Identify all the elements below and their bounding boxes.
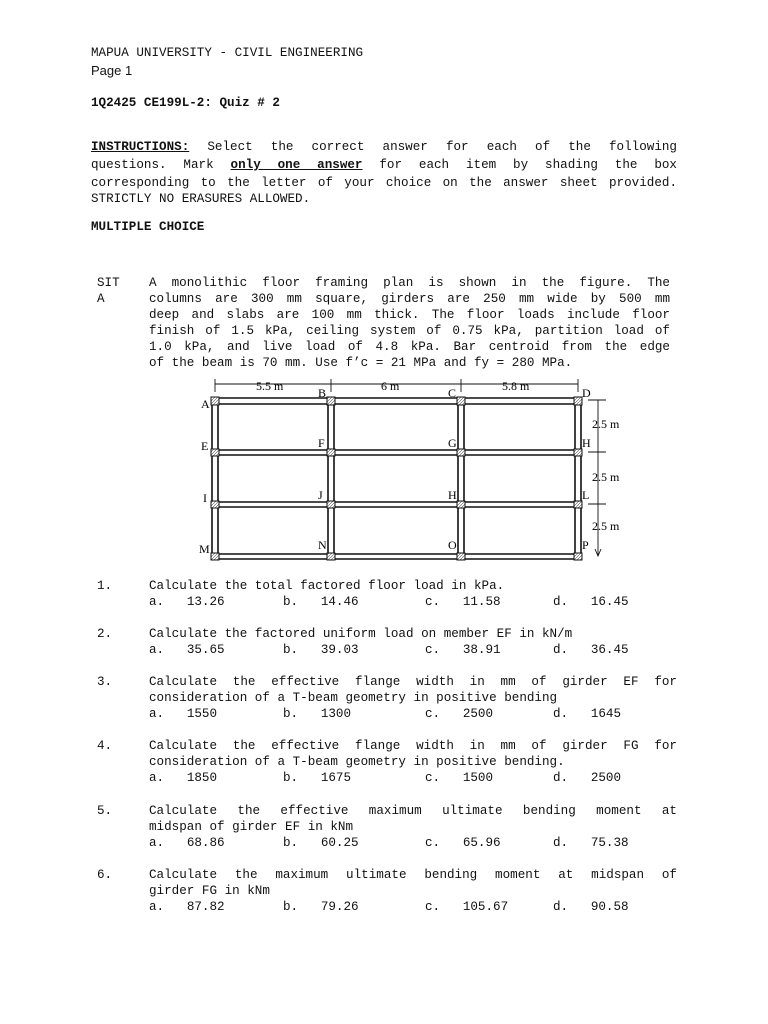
option-letter: d. <box>553 595 569 609</box>
option-value: 65.96 <box>462 836 501 850</box>
option-value: 1675 <box>320 771 352 785</box>
option-value: 1300 <box>320 707 352 721</box>
option-d[interactable] <box>553 835 629 851</box>
option-c[interactable] <box>425 642 501 658</box>
situation-line: deep and slabs are 100 mm thick. The floor loads include floor <box>149 308 670 322</box>
option-letter: a. <box>149 595 165 609</box>
option-a[interactable] <box>149 899 225 915</box>
girder-lines <box>212 398 581 559</box>
option-value: 1550 <box>186 707 218 721</box>
question-number: 4. <box>97 739 113 753</box>
question-line: Calculate the factored uniform load on member EF in kN/m <box>149 627 573 641</box>
node-label-f: F <box>318 436 325 450</box>
option-value: 2500 <box>462 707 494 721</box>
instructions-line-1 <box>91 139 677 155</box>
question-number: 2. <box>97 627 113 641</box>
instructions-text-2b: for each item by shading the box <box>362 158 677 172</box>
node-label-g: G <box>448 436 457 450</box>
option-value: 75.38 <box>590 836 629 850</box>
option-letter: c. <box>425 900 441 914</box>
node-label-a: A <box>201 397 210 411</box>
option-letter: b. <box>283 900 299 914</box>
situation-label-line-2: A <box>97 292 105 306</box>
option-value: 16.45 <box>590 595 629 609</box>
option-value: 60.25 <box>320 836 359 850</box>
situation-line: of the beam is 70 mm. Use f’c = 21 MPa and fy = 280 MPa. <box>149 356 573 370</box>
page-number: 1 <box>125 63 133 78</box>
span-label: 5.8 m <box>502 379 530 393</box>
question-number: 1. <box>97 579 113 593</box>
option-c[interactable] <box>425 770 493 786</box>
node-label-c: C <box>448 386 457 400</box>
option-d[interactable] <box>553 770 621 786</box>
option-b[interactable] <box>283 642 359 658</box>
question-line: Calculate the effective maximum ultimate bending moment at <box>149 804 677 818</box>
node-label-l: L <box>582 488 590 502</box>
bay-label: 2.5 m <box>592 470 620 484</box>
framing-plan-figure <box>190 374 650 564</box>
option-a[interactable] <box>149 770 217 786</box>
column-squares <box>211 397 582 560</box>
option-d[interactable] <box>553 594 629 610</box>
option-letter: a. <box>149 643 165 657</box>
node-label-j: J <box>318 488 323 502</box>
option-value: 68.86 <box>186 836 225 850</box>
bay-label: 2.5 m <box>592 519 620 533</box>
option-letter: b. <box>283 595 299 609</box>
option-c[interactable] <box>425 706 493 722</box>
option-letter: d. <box>553 900 569 914</box>
question-line: girder FG in kNm <box>149 884 270 898</box>
question-line: consideration of a T-beam geometry in positive bending <box>149 691 558 705</box>
option-letter: d. <box>553 836 569 850</box>
option-value: 11.58 <box>462 595 501 609</box>
option-value: 1645 <box>590 707 622 721</box>
option-b[interactable] <box>283 706 351 722</box>
node-label-b: B <box>318 386 327 400</box>
question-line: midspan of girder EF in kNm <box>149 820 354 834</box>
option-c[interactable] <box>425 835 501 851</box>
option-value: 2500 <box>590 771 622 785</box>
node-label-h-right: H <box>582 436 591 450</box>
node-label-d: D <box>582 386 591 400</box>
node-label-n: N <box>318 538 327 552</box>
option-value: 39.03 <box>320 643 359 657</box>
option-d[interactable] <box>553 899 629 915</box>
option-letter: b. <box>283 707 299 721</box>
situation-text <box>149 275 670 371</box>
option-letter: a. <box>149 771 165 785</box>
option-value: 1850 <box>186 771 218 785</box>
situation-line: finish of 1.5 kPa, ceiling system of 0.75 kPa, partition load of <box>149 324 670 338</box>
situation-line: 1.0 kPa, and live load of 4.8 kPa. Bar centroid from the edge <box>149 340 670 354</box>
node-label-h-mid: H <box>448 488 457 502</box>
option-value: 35.65 <box>186 643 225 657</box>
option-letter: a. <box>149 900 165 914</box>
option-d[interactable] <box>553 642 629 658</box>
span-label: 5.5 m <box>256 379 284 393</box>
option-value: 38.91 <box>462 643 501 657</box>
span-label: 6 m <box>381 379 400 393</box>
instructions-label: INSTRUCTIONS: <box>91 140 190 154</box>
situation-label <box>97 275 120 307</box>
question-line: Calculate the total factored floor load in kPa. <box>149 579 505 593</box>
page-label: Page <box>91 63 122 78</box>
option-d[interactable] <box>553 706 621 722</box>
question-number: 6. <box>97 868 113 882</box>
question-number: 5. <box>97 804 113 818</box>
question-text <box>149 738 677 770</box>
bay-label: 2.5 m <box>592 417 620 431</box>
option-value: 13.26 <box>186 595 225 609</box>
question-text <box>149 803 677 835</box>
option-letter: a. <box>149 707 165 721</box>
question-line: Calculate the effective flange width in mm of girder EF for <box>149 675 677 689</box>
option-value: 87.82 <box>186 900 225 914</box>
option-letter: c. <box>425 771 441 785</box>
situation-line: A monolithic floor framing plan is shown in the figure. The <box>149 276 670 290</box>
option-a[interactable] <box>149 642 225 658</box>
question-text <box>149 626 677 642</box>
section-title: MULTIPLE CHOICE <box>91 220 205 234</box>
node-label-o: O <box>448 538 457 552</box>
university-header: MAPUA UNIVERSITY - CIVIL ENGINEERING <box>91 46 364 60</box>
instructions-text-2a: questions. Mark <box>91 158 231 172</box>
option-b[interactable] <box>283 835 359 851</box>
option-letter: c. <box>425 595 441 609</box>
option-letter: d. <box>553 771 569 785</box>
question-text <box>149 578 677 594</box>
option-value: 1500 <box>462 771 494 785</box>
instructions-line-2 <box>91 157 677 173</box>
question-line: Calculate the maximum ultimate bending moment at midspan of <box>149 868 677 882</box>
option-letter: d. <box>553 707 569 721</box>
node-labels <box>199 386 591 556</box>
situation-label-line-1: SIT <box>97 276 120 290</box>
option-b[interactable] <box>283 594 359 610</box>
option-c[interactable] <box>425 899 508 915</box>
option-b[interactable] <box>283 899 359 915</box>
option-a[interactable] <box>149 594 225 610</box>
node-label-i: I <box>203 491 207 505</box>
instructions-line-4: STRICTLY NO ERASURES ALLOWED. <box>91 192 311 206</box>
situation-line: columns are 300 mm square, girders are 250 mm wide by 500 mm <box>149 292 670 306</box>
option-letter: b. <box>283 836 299 850</box>
option-letter: b. <box>283 771 299 785</box>
question-line: Calculate the effective flange width in mm of girder FG for <box>149 739 677 753</box>
instructions-line-3: corresponding to the letter of your choice on the answer sheet provided. <box>91 176 677 190</box>
option-a[interactable] <box>149 835 225 851</box>
option-letter: a. <box>149 836 165 850</box>
option-b[interactable] <box>283 770 351 786</box>
instructions-emphasis: only one answer <box>230 158 363 172</box>
node-label-m: M <box>199 542 210 556</box>
question-text <box>149 867 677 899</box>
option-value: 105.67 <box>462 900 509 914</box>
quiz-title: 1Q2425 CE199L-2: Quiz # 2 <box>91 96 280 110</box>
page-indicator <box>91 63 132 79</box>
option-letter: c. <box>425 707 441 721</box>
option-a[interactable] <box>149 706 217 722</box>
node-label-p: P <box>582 538 589 552</box>
option-letter: c. <box>425 836 441 850</box>
option-letter: b. <box>283 643 299 657</box>
option-value: 36.45 <box>590 643 629 657</box>
option-value: 79.26 <box>320 900 359 914</box>
question-number: 3. <box>97 675 113 689</box>
question-text <box>149 674 677 706</box>
option-c[interactable] <box>425 594 501 610</box>
column-lines <box>212 398 581 559</box>
instructions-text-1: Select the correct answer for each of the following <box>189 140 677 154</box>
option-value: 14.46 <box>320 595 359 609</box>
option-letter: d. <box>553 643 569 657</box>
option-value: 90.58 <box>590 900 629 914</box>
question-line: consideration of a T-beam geometry in positive bending. <box>149 755 565 769</box>
option-letter: c. <box>425 643 441 657</box>
node-label-e: E <box>201 439 209 453</box>
